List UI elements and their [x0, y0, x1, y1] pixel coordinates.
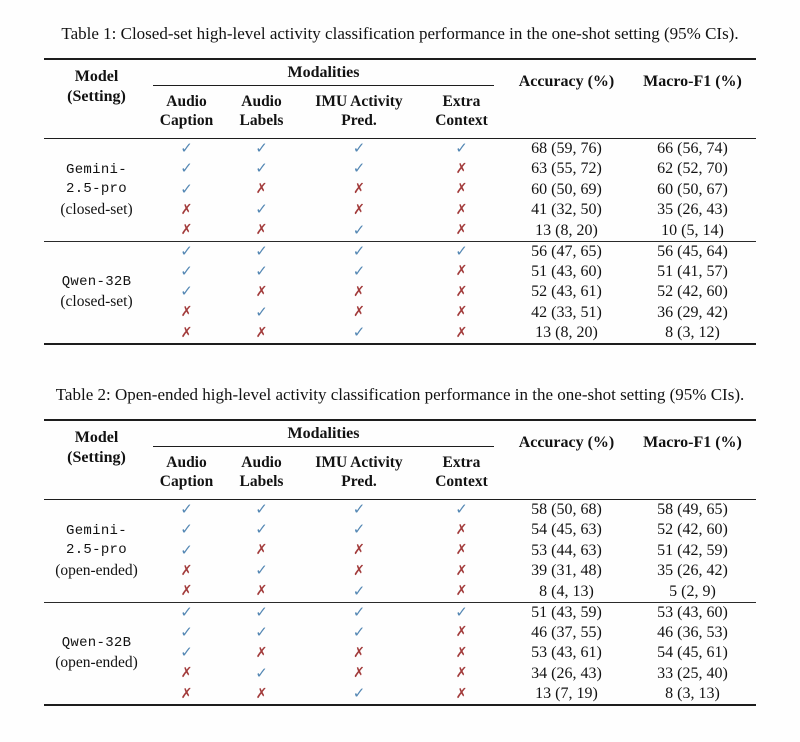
cross-icon: ✗ — [180, 583, 193, 599]
cross-icon: ✗ — [455, 685, 468, 702]
check-icon: ✓ — [255, 561, 268, 579]
check-icon: ✓ — [255, 139, 268, 157]
table-row — [44, 323, 756, 345]
model-name-line: 2.5-pro — [66, 181, 127, 197]
table-1 — [44, 58, 756, 345]
modality-mark-cell — [224, 282, 299, 303]
macro-f1-value: 46 (36, 53) — [657, 623, 728, 641]
accuracy-value: 54 (45, 63) — [531, 521, 602, 538]
cross-icon: ✗ — [455, 283, 468, 300]
modality-mark-cell — [149, 561, 224, 582]
modality-mark-cell — [224, 540, 299, 561]
subheader-line: Audio — [241, 93, 282, 110]
accuracy-value: 53 (44, 63) — [531, 541, 602, 559]
check-icon: ✓ — [255, 261, 268, 280]
table-row — [44, 159, 756, 180]
modality-mark-cell — [149, 241, 224, 261]
model-header-line: Model — [74, 429, 119, 446]
cross-icon: ✗ — [353, 542, 365, 558]
modality-mark-cell — [419, 200, 504, 221]
model-name — [44, 273, 149, 293]
check-icon: ✓ — [352, 684, 366, 702]
modality-mark-cell — [299, 540, 419, 561]
model-label — [44, 602, 149, 705]
model-setting: (closed-set) — [60, 200, 133, 218]
modality-mark-cell — [419, 323, 504, 345]
table-row — [44, 302, 756, 323]
modality-mark-cell — [419, 520, 504, 541]
subheader-line: Pred. — [341, 473, 377, 491]
model-name — [44, 161, 149, 200]
model-setting: (open-ended) — [55, 561, 138, 579]
table-row — [44, 179, 756, 200]
cross-icon: ✗ — [455, 160, 468, 177]
column-header-accuracy: Accuracy (%) — [518, 73, 615, 90]
group-gemini-closed-set — [44, 139, 756, 242]
modality-mark-cell — [299, 520, 419, 541]
accuracy-value: 13 (8, 20) — [535, 221, 598, 239]
group-gemini-open-ended — [44, 500, 756, 603]
modality-mark-cell — [224, 663, 299, 684]
check-icon: ✓ — [352, 622, 366, 641]
subheader-line: Labels — [239, 473, 284, 491]
modality-mark-cell — [419, 261, 504, 282]
cross-icon: ✗ — [455, 201, 468, 218]
check-icon: ✓ — [180, 622, 193, 641]
modality-mark-cell — [224, 302, 299, 323]
cross-icon: ✗ — [455, 562, 468, 579]
modality-mark-cell — [419, 643, 504, 664]
accuracy-value: 13 (7, 19) — [535, 685, 598, 702]
subheader-line: Extra — [442, 93, 481, 110]
model-label — [44, 500, 149, 603]
modality-mark-cell — [224, 179, 299, 200]
subheader-line: Audio — [166, 93, 207, 110]
modality-mark-cell — [419, 684, 504, 706]
cross-icon: ✗ — [455, 263, 468, 279]
model-setting: (open-ended) — [55, 654, 138, 672]
macro-f1-value: 58 (49, 65) — [657, 501, 728, 518]
cross-icon: ✗ — [180, 304, 193, 320]
model-name-line: 2.5-pro — [66, 542, 127, 558]
table-row — [44, 643, 756, 664]
check-icon: ✓ — [180, 520, 193, 538]
modality-mark-cell — [299, 220, 419, 241]
subheader-line: Pred. — [341, 112, 377, 130]
table-row — [44, 500, 756, 520]
modality-mark-cell — [419, 159, 504, 180]
modality-mark-cell — [419, 581, 504, 602]
column-header-extra-context — [419, 451, 504, 500]
cross-icon: ✗ — [455, 665, 468, 681]
cross-icon: ✗ — [353, 644, 365, 661]
modality-mark-cell — [224, 684, 299, 706]
check-icon: ✓ — [180, 241, 193, 260]
modality-mark-cell — [149, 282, 224, 303]
modality-mark-cell — [149, 220, 224, 241]
modality-mark-cell — [299, 581, 419, 602]
cross-icon: ✗ — [455, 521, 468, 538]
modality-mark-cell — [419, 540, 504, 561]
modality-mark-cell — [419, 500, 504, 520]
model-name — [44, 522, 149, 561]
column-header-macro-f1: Macro-F1 (%) — [643, 434, 742, 451]
modality-mark-cell — [299, 241, 419, 261]
cross-icon: ✗ — [455, 181, 468, 197]
column-header-audio-labels — [224, 451, 299, 500]
check-icon: ✓ — [352, 241, 366, 260]
accuracy-value: 51 (43, 60) — [531, 262, 602, 280]
subheader-line: IMU Activity — [315, 454, 403, 471]
table-row — [44, 663, 756, 684]
column-header-imu-activity — [299, 90, 419, 139]
modality-mark-cell — [149, 684, 224, 706]
macro-f1-value: 35 (26, 43) — [657, 201, 728, 218]
modality-mark-cell — [419, 602, 504, 622]
accuracy-value: 46 (37, 55) — [531, 623, 602, 641]
model-name-line: Qwen-32B — [61, 273, 132, 290]
cross-icon: ✗ — [455, 644, 468, 661]
table-2 — [44, 419, 756, 706]
check-icon: ✓ — [255, 663, 268, 682]
cross-icon: ✗ — [255, 181, 268, 197]
column-header-macro-f1: Macro-F1 (%) — [643, 73, 742, 90]
modality-mark-cell — [149, 540, 224, 561]
cross-icon: ✗ — [455, 624, 468, 640]
cross-icon: ✗ — [353, 304, 365, 320]
check-icon: ✓ — [255, 159, 268, 177]
macro-f1-value: 8 (3, 12) — [665, 324, 720, 341]
table-1-caption: Table 1: Closed-set high-level activity classification performance in the one-shot setting (95% CIs). — [61, 24, 739, 43]
cross-icon: ✗ — [255, 542, 268, 558]
column-header-imu-activity — [299, 451, 419, 500]
check-icon: ✓ — [352, 602, 366, 621]
macro-f1-value: 66 (56, 74) — [657, 140, 728, 157]
modality-mark-cell — [149, 643, 224, 664]
modality-mark-cell — [224, 220, 299, 241]
check-icon: ✓ — [455, 241, 468, 260]
check-icon: ✓ — [352, 520, 366, 538]
macro-f1-value: 33 (25, 40) — [657, 664, 728, 682]
accuracy-value: 42 (33, 51) — [531, 303, 602, 321]
modality-mark-cell — [299, 602, 419, 622]
cross-icon: ✗ — [255, 685, 268, 702]
modality-mark-cell — [299, 159, 419, 180]
check-icon: ✓ — [180, 643, 193, 661]
cross-icon: ✗ — [353, 181, 365, 197]
model-name-line: Gemini- — [66, 161, 127, 178]
cross-icon: ✗ — [255, 222, 268, 238]
modalities-label: Modalities — [153, 425, 494, 447]
table-row — [44, 540, 756, 561]
model-setting: (closed-set) — [60, 293, 133, 311]
accuracy-value: 8 (4, 13) — [539, 582, 594, 600]
table-row — [44, 684, 756, 706]
modality-mark-cell — [224, 622, 299, 643]
check-icon: ✓ — [255, 302, 268, 321]
modality-mark-cell — [149, 302, 224, 323]
modality-mark-cell — [299, 323, 419, 345]
modality-mark-cell — [149, 323, 224, 345]
modality-mark-cell — [224, 520, 299, 541]
modality-mark-cell — [149, 139, 224, 159]
check-icon: ✓ — [455, 500, 468, 518]
modality-mark-cell — [299, 663, 419, 684]
modality-mark-cell — [224, 159, 299, 180]
check-icon: ✓ — [352, 261, 366, 280]
check-icon: ✓ — [455, 139, 468, 157]
cross-icon: ✗ — [353, 283, 365, 300]
column-header-model — [44, 420, 149, 500]
model-name-line: Qwen-32B — [61, 634, 132, 651]
modality-mark-cell — [299, 500, 419, 520]
cross-icon: ✗ — [180, 562, 193, 579]
check-icon: ✓ — [255, 500, 268, 518]
modality-mark-cell — [149, 200, 224, 221]
modality-mark-cell — [299, 643, 419, 664]
check-icon: ✓ — [455, 602, 468, 621]
modality-mark-cell — [299, 179, 419, 200]
table-1-section — [0, 24, 800, 345]
modality-mark-cell — [224, 323, 299, 345]
cross-icon: ✗ — [455, 324, 468, 341]
modality-mark-cell — [149, 261, 224, 282]
subheader-line: Caption — [159, 473, 214, 491]
model-name — [44, 634, 149, 654]
cross-icon: ✗ — [180, 201, 193, 218]
macro-f1-value: 51 (42, 59) — [657, 541, 728, 559]
check-icon: ✓ — [180, 500, 193, 518]
subheader-line: Caption — [159, 112, 214, 130]
table-1-header — [44, 59, 756, 139]
table-row — [44, 622, 756, 643]
check-icon: ✓ — [180, 139, 193, 157]
subheader-line: Context — [435, 112, 488, 130]
modality-mark-cell — [419, 663, 504, 684]
modality-mark-cell — [299, 622, 419, 643]
table-row — [44, 241, 756, 261]
modality-mark-cell — [299, 302, 419, 323]
cross-icon: ✗ — [255, 644, 268, 661]
modality-mark-cell — [419, 220, 504, 241]
check-icon: ✓ — [352, 323, 366, 341]
table-2-caption: Table 2: Open-ended high-level activity classification performance in the one-shot setting (95% CIs). — [55, 385, 745, 404]
modality-mark-cell — [224, 139, 299, 159]
accuracy-value: 63 (55, 72) — [531, 160, 602, 177]
subheader-line: Extra — [442, 454, 481, 471]
table-row — [44, 520, 756, 541]
modality-mark-cell — [149, 581, 224, 602]
group-qwen-open-ended — [44, 602, 756, 705]
check-icon: ✓ — [180, 261, 193, 280]
setting-header-line: (Setting) — [67, 449, 126, 466]
macro-f1-value: 60 (50, 67) — [657, 180, 728, 198]
subheader-line: Audio — [241, 454, 282, 471]
modality-mark-cell — [149, 663, 224, 684]
modality-mark-cell — [419, 561, 504, 582]
table-row — [44, 220, 756, 241]
modality-mark-cell — [299, 282, 419, 303]
model-label — [44, 139, 149, 242]
check-icon: ✓ — [255, 520, 268, 538]
modality-mark-cell — [149, 622, 224, 643]
check-icon: ✓ — [352, 500, 366, 518]
cross-icon: ✗ — [455, 583, 468, 599]
accuracy-value: 58 (50, 68) — [531, 501, 602, 518]
cross-icon: ✗ — [455, 222, 468, 238]
modality-mark-cell — [419, 139, 504, 159]
modality-mark-cell — [419, 179, 504, 200]
column-header-audio-labels — [224, 90, 299, 139]
macro-f1-value: 52 (42, 60) — [657, 521, 728, 538]
subheader-line: Context — [435, 473, 488, 491]
table-row — [44, 561, 756, 582]
modality-mark-cell — [299, 139, 419, 159]
subheader-line: Labels — [239, 112, 284, 130]
accuracy-value: 53 (43, 61) — [531, 644, 602, 661]
modalities-label: Modalities — [153, 64, 494, 86]
check-icon: ✓ — [352, 159, 366, 177]
column-header-model — [44, 59, 149, 139]
column-header-modalities — [149, 420, 504, 451]
accuracy-value: 56 (47, 65) — [504, 241, 629, 261]
macro-f1-value: 35 (26, 42) — [657, 562, 728, 579]
modality-mark-cell — [299, 261, 419, 282]
check-icon: ✓ — [352, 220, 366, 239]
cross-icon: ✗ — [353, 201, 365, 218]
check-icon: ✓ — [255, 622, 268, 641]
cross-icon: ✗ — [353, 665, 365, 681]
column-header-modalities — [149, 59, 504, 90]
macro-f1-value: 8 (3, 13) — [665, 685, 720, 702]
check-icon: ✓ — [352, 581, 366, 600]
model-header-line: Model — [74, 68, 119, 85]
macro-f1-value: 56 (45, 64) — [629, 241, 756, 261]
table-2-section — [0, 385, 800, 706]
modality-mark-cell — [224, 200, 299, 221]
modality-mark-cell — [224, 241, 299, 261]
accuracy-value: 13 (8, 20) — [535, 324, 598, 341]
subheader-line: IMU Activity — [315, 93, 403, 110]
accuracy-value: 68 (59, 76) — [531, 140, 602, 157]
accuracy-value: 41 (32, 50) — [531, 201, 602, 218]
cross-icon: ✗ — [455, 304, 468, 320]
modality-mark-cell — [224, 500, 299, 520]
accuracy-value: 52 (43, 61) — [531, 283, 602, 300]
macro-f1-value: 53 (43, 60) — [629, 602, 756, 622]
setting-header-line: (Setting) — [67, 88, 126, 105]
accuracy-value: 34 (26, 43) — [531, 664, 602, 682]
cross-icon: ✗ — [353, 562, 365, 579]
cross-icon: ✗ — [255, 283, 268, 300]
model-name-line: Gemini- — [66, 522, 127, 539]
check-icon: ✓ — [180, 159, 193, 177]
cross-icon: ✗ — [255, 324, 268, 341]
modality-mark-cell — [149, 159, 224, 180]
table-2-header — [44, 420, 756, 500]
table-row — [44, 581, 756, 602]
check-icon: ✓ — [180, 179, 193, 198]
check-icon: ✓ — [180, 602, 193, 621]
check-icon: ✓ — [352, 139, 366, 157]
subheader-line: Audio — [166, 454, 207, 471]
modality-mark-cell — [224, 643, 299, 664]
modality-mark-cell — [224, 261, 299, 282]
table-row — [44, 139, 756, 159]
check-icon: ✓ — [255, 241, 268, 260]
modality-mark-cell — [224, 561, 299, 582]
modality-mark-cell — [149, 602, 224, 622]
macro-f1-value: 52 (42, 60) — [657, 283, 728, 300]
cross-icon: ✗ — [180, 685, 193, 702]
table-row — [44, 282, 756, 303]
check-icon: ✓ — [180, 282, 193, 300]
cross-icon: ✗ — [180, 324, 193, 341]
accuracy-value: 60 (50, 69) — [531, 180, 602, 198]
table-row — [44, 602, 756, 622]
check-icon: ✓ — [255, 602, 268, 621]
modality-mark-cell — [149, 500, 224, 520]
modality-mark-cell — [224, 581, 299, 602]
modality-mark-cell — [419, 282, 504, 303]
accuracy-value: 51 (43, 59) — [504, 602, 629, 622]
modality-mark-cell — [149, 520, 224, 541]
check-icon: ✓ — [255, 200, 268, 218]
modality-mark-cell — [224, 602, 299, 622]
modality-mark-cell — [299, 561, 419, 582]
column-header-accuracy: Accuracy (%) — [518, 434, 615, 451]
table-row — [44, 200, 756, 221]
modality-mark-cell — [419, 241, 504, 261]
cross-icon: ✗ — [180, 222, 193, 238]
modality-mark-cell — [299, 684, 419, 706]
group-qwen-closed-set — [44, 241, 756, 344]
macro-f1-value: 10 (5, 14) — [661, 221, 724, 239]
macro-f1-value: 62 (52, 70) — [657, 160, 728, 177]
column-header-extra-context — [419, 90, 504, 139]
accuracy-value: 39 (31, 48) — [531, 562, 602, 579]
macro-f1-value: 54 (45, 61) — [657, 644, 728, 661]
cross-icon: ✗ — [255, 583, 268, 599]
macro-f1-value: 36 (29, 42) — [657, 303, 728, 321]
macro-f1-value: 51 (41, 57) — [657, 262, 728, 280]
modality-mark-cell — [419, 302, 504, 323]
modality-mark-cell — [299, 200, 419, 221]
column-header-audio-caption — [149, 451, 224, 500]
modality-mark-cell — [419, 622, 504, 643]
macro-f1-value: 5 (2, 9) — [669, 582, 716, 600]
check-icon: ✓ — [180, 540, 193, 559]
cross-icon: ✗ — [455, 542, 468, 558]
table-row — [44, 261, 756, 282]
cross-icon: ✗ — [180, 665, 193, 681]
column-header-audio-caption — [149, 90, 224, 139]
model-label — [44, 241, 149, 344]
modality-mark-cell — [149, 179, 224, 200]
